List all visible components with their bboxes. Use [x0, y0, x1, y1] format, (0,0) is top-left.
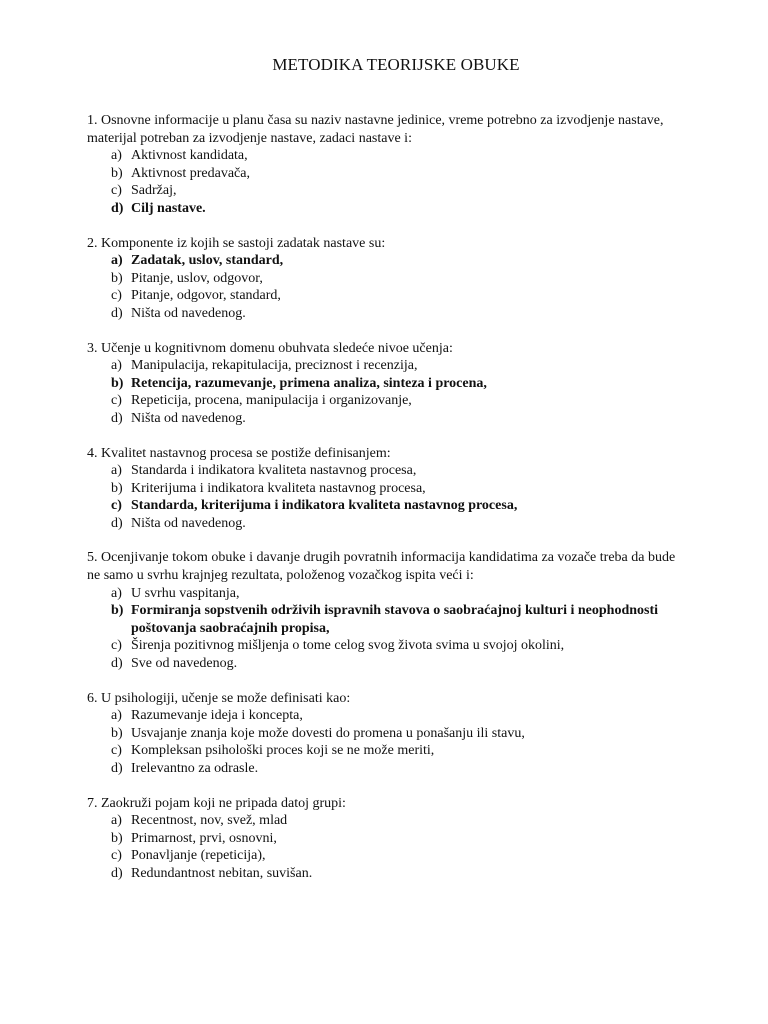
answer-options — [87, 812, 687, 882]
option-letter: c) — [111, 848, 122, 864]
question-text: 4. Kvalitet nastavnog procesa se postiže definisanjem: — [87, 445, 391, 461]
question-6 — [87, 690, 687, 778]
option-text: Aktivnost predavača, — [131, 165, 250, 181]
option-text: Pitanje, odgovor, standard, — [131, 288, 281, 304]
option-letter: d) — [111, 656, 123, 672]
option-text: Irelevantno za odrasle. — [131, 761, 259, 776]
answer-option-c[interactable] — [87, 847, 687, 865]
option-text: Ništa od navedenog. — [131, 410, 246, 426]
option-letter: c) — [111, 743, 122, 759]
answer-option-b[interactable] — [87, 602, 687, 637]
option-letter: d) — [111, 200, 124, 216]
option-text: Kriterijuma i indikatora kvaliteta nastavnog procesa, — [131, 480, 426, 496]
option-text: Sadržaj, — [131, 183, 177, 199]
question-4 — [87, 445, 687, 533]
option-text: Usvajanje znanja koje može dovesti do promena u ponašanju ili stavu, — [131, 725, 525, 741]
answer-option-b[interactable] — [87, 480, 687, 498]
option-text: Širenja pozitivnog mišljenja o tome celog svog života svima u svojoj okolini, — [131, 638, 565, 654]
option-letter: c) — [111, 638, 122, 654]
option-letter: c) — [111, 393, 122, 409]
option-letter: a) — [111, 148, 122, 164]
answer-options — [87, 147, 687, 217]
answer-option-a[interactable] — [87, 252, 687, 270]
question-list — [87, 112, 687, 900]
question-text: 3. Učenje u kognitivnom domenu obuhvata sledeće nivoe učenja: — [87, 340, 453, 356]
question-text: 5. Ocenjivanje tokom obuke i davanje drugih povratnih informacija kandidatima za vozače treba da bude ne samo u svrhu krajnjeg rezultata, položenog vozačkog ispita veći i: — [87, 550, 676, 584]
option-letter: b) — [111, 480, 123, 496]
option-text: U svrhu vaspitanja, — [131, 585, 240, 601]
option-text: Zadatak, uslov, standard, — [131, 253, 284, 269]
option-letter: c) — [111, 288, 122, 304]
option-text: Aktivnost kandidata, — [131, 148, 248, 164]
option-letter: d) — [111, 305, 123, 321]
option-letter: a) — [111, 585, 122, 601]
option-letter: d) — [111, 515, 123, 531]
answer-option-d[interactable] — [87, 865, 687, 883]
option-letter: b) — [111, 830, 123, 846]
question-1 — [87, 112, 687, 218]
question-2 — [87, 235, 687, 323]
answer-option-a[interactable] — [87, 462, 687, 480]
question-text: 7. Zaokruži pojam koji ne pripada datoj grupi: — [87, 795, 346, 811]
answer-option-c[interactable] — [87, 637, 687, 655]
option-letter: a) — [111, 708, 122, 724]
option-letter: c) — [111, 498, 122, 514]
question-text: 6. U psihologiji, učenje se može definisati kao: — [87, 690, 351, 706]
answer-option-c[interactable] — [87, 182, 687, 200]
option-letter: a) — [111, 463, 122, 479]
question-7 — [87, 795, 687, 883]
answer-option-a[interactable] — [87, 707, 687, 725]
option-text: Redundantnost nebitan, suvišan. — [131, 865, 313, 881]
option-letter: b) — [111, 725, 123, 741]
option-text: Standarda, kriterijuma i indikatora kvaliteta nastavnog procesa, — [131, 498, 518, 514]
answer-option-b[interactable] — [87, 375, 687, 393]
option-letter: a) — [111, 253, 123, 269]
option-text: Ponavljanje (repeticija), — [131, 848, 266, 864]
option-letter: d) — [111, 761, 123, 776]
option-text: Formiranja sopstvenih održivih ispravnih stavova o saobraćajnoj kulturi i neophodnosti poštovanja saobraćajnih propisa, — [131, 603, 659, 636]
option-letter: d) — [111, 865, 123, 881]
document-title: METODIKA TEORIJSKE OBUKE — [272, 55, 520, 74]
option-text: Razumevanje ideja i koncepta, — [131, 708, 303, 724]
question-5 — [87, 549, 687, 672]
option-text: Manipulacija, rekapitulacija, preciznost i recenzija, — [131, 358, 418, 374]
answer-option-a[interactable] — [87, 357, 687, 375]
answer-options — [87, 585, 687, 673]
option-letter: b) — [111, 375, 124, 391]
option-text: Recentnost, nov, svež, mlad — [131, 813, 288, 829]
answer-option-d[interactable] — [87, 760, 687, 778]
answer-option-a[interactable] — [87, 812, 687, 830]
answer-option-b[interactable] — [87, 830, 687, 848]
option-text: Primarnost, prvi, osnovni, — [131, 830, 277, 846]
option-text: Sve od navedenog. — [131, 656, 238, 672]
answer-options — [87, 357, 687, 427]
option-text: Cilj nastave. — [131, 200, 206, 216]
option-text: Pitanje, uslov, odgovor, — [131, 270, 263, 286]
answer-options — [87, 707, 687, 777]
answer-options — [87, 252, 687, 322]
answer-option-d[interactable] — [87, 655, 687, 673]
answer-option-c[interactable] — [87, 287, 687, 305]
option-text: Repeticija, procena, manipulacija i organizovanje, — [131, 393, 412, 409]
option-letter: b) — [111, 270, 123, 286]
option-letter: b) — [111, 603, 124, 619]
answer-option-b[interactable] — [87, 725, 687, 743]
answer-option-c[interactable] — [87, 392, 687, 410]
option-letter: c) — [111, 183, 122, 199]
answer-option-c[interactable] — [87, 497, 687, 515]
option-text: Kompleksan psihološki proces koji se ne može meriti, — [131, 743, 435, 759]
answer-option-d[interactable] — [87, 410, 687, 428]
option-text: Retencija, razumevanje, primena analiza, sinteza i procena, — [131, 375, 487, 391]
answer-option-d[interactable] — [87, 305, 687, 323]
answer-option-d[interactable] — [87, 200, 687, 218]
option-letter: a) — [111, 358, 122, 374]
option-text: Ništa od navedenog. — [131, 515, 246, 531]
question-text: 2. Komponente iz kojih se sastoji zadatak nastave su: — [87, 235, 386, 251]
option-letter: b) — [111, 165, 123, 181]
answer-option-c[interactable] — [87, 742, 687, 760]
option-letter: a) — [111, 813, 122, 829]
answer-option-b[interactable] — [87, 270, 687, 288]
answer-option-a[interactable] — [87, 585, 687, 603]
answer-option-a[interactable] — [87, 147, 687, 165]
option-text: Ništa od navedenog. — [131, 305, 246, 321]
option-letter: d) — [111, 410, 123, 426]
question-3 — [87, 340, 687, 428]
question-text: 1. Osnovne informacije u planu časa su naziv nastavne jedinice, vreme potrebno za izvodjenje nastave, materijal potreban za izvodjenje nastave, zadaci nastave i: — [87, 113, 664, 146]
answer-option-d[interactable] — [87, 515, 687, 533]
answer-options — [87, 462, 687, 532]
option-text: Standarda i indikatora kvaliteta nastavnog procesa, — [131, 463, 417, 479]
answer-option-b[interactable] — [87, 165, 687, 183]
